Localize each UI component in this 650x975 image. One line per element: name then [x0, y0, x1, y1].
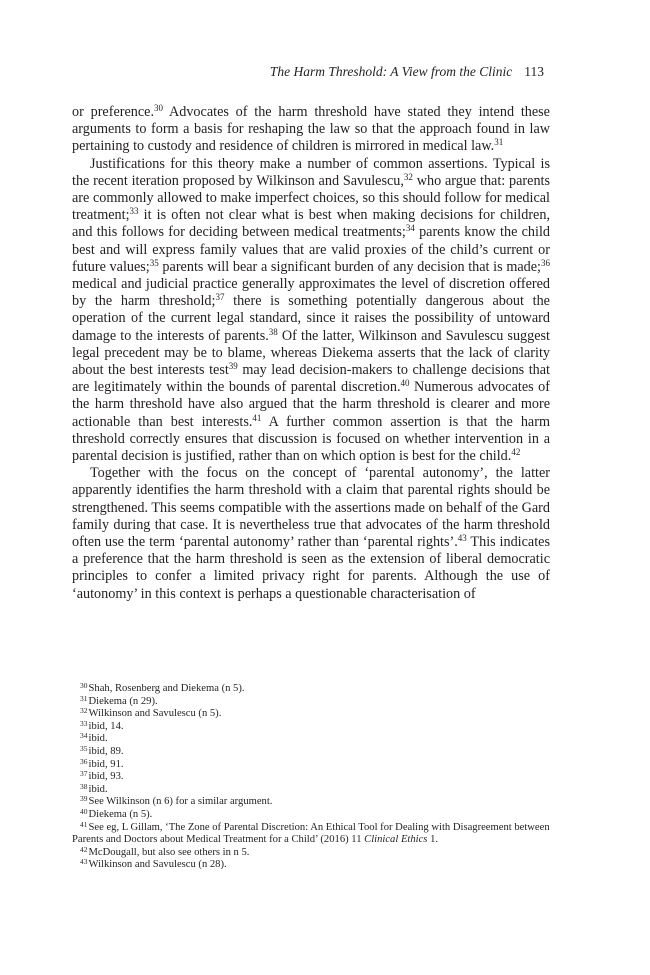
footnote-reference[interactable]: 34 [405, 223, 415, 234]
text-run: ibid, 14. [88, 720, 124, 732]
text-run: Diekema (n 5). [88, 808, 153, 820]
footnote-number: 31 [80, 693, 88, 703]
footnote [72, 743, 550, 759]
footnote-number: 38 [80, 781, 88, 791]
footnote-reference[interactable]: 38 [268, 326, 278, 337]
footnote [72, 693, 550, 709]
body-paragraph [72, 156, 550, 466]
footnote-number: 41 [80, 819, 88, 829]
text-run: A further common assertion is that the harm threshold correctly ensures that discussion is focused on whether intervention in a parental decision is justified, rather than on which option is best for the child. [72, 413, 550, 465]
page-number: 113 [524, 64, 544, 79]
text-run: 1. [427, 834, 439, 846]
text-run: Numerous advocates of the harm threshold have also argued that the harm threshold is clearer and more actionable than best interests. [72, 379, 550, 430]
text-run: See Wilkinson (n 6) for a similar argument. [88, 796, 273, 808]
body-text [72, 104, 550, 603]
text-run: Diekema (n 29). [88, 695, 158, 707]
footnote [72, 771, 550, 784]
footnote-reference[interactable]: 30 [154, 103, 163, 113]
text-run: may lead decision-makers to challenge decisions that are legitimately within the bounds of parental discretion. [72, 362, 550, 396]
text-run: Of the latter, Wilkinson and Savulescu suggest legal precedent may be to blame, whereas Diekema asserts that the lack of clarity about the best interests test [72, 327, 550, 379]
text-run: This indicates a preference that the harm threshold is seen as the extension of liberal democratic principles to confer a limited privacy right for parents. Although the use of ‘autonomy’ in this context is perhaps a questionable characterisation of [72, 534, 550, 602]
text-run: medical and judicial practice generally approximates the level of discretion offered by the harm threshold; [72, 276, 550, 310]
footnote-reference[interactable]: 41 [252, 412, 262, 423]
footnote-number: 30 [80, 681, 88, 690]
footnote-reference[interactable]: 42 [511, 447, 521, 458]
footnote-reference[interactable]: 35 [149, 257, 159, 268]
text-run: ibid, 89. [88, 745, 124, 757]
footnote-reference[interactable]: 39 [228, 361, 238, 372]
footnote [72, 733, 550, 746]
italic-text: Clinical Ethics [364, 834, 428, 846]
text-run: McDougall, but also see others in n 5. [88, 846, 250, 858]
text-run: ibid. [88, 733, 108, 745]
footnote-number: 42 [80, 844, 88, 854]
footnote-reference[interactable]: 43 [457, 533, 467, 544]
running-title: The Harm Threshold: A View from the Clinic [269, 64, 513, 79]
footnote-number: 34 [80, 731, 88, 741]
text-run: ibid, 93. [88, 771, 124, 783]
footnote-reference[interactable]: 31 [494, 137, 504, 148]
text-run: parents will bear a significant burden of any decision that is made; [158, 258, 541, 275]
footnote [72, 796, 550, 809]
footnote [72, 683, 550, 696]
text-run: Wilkinson and Savulescu (n 28). [88, 859, 227, 871]
body-paragraph [72, 104, 550, 156]
footnote-number: 39 [80, 794, 88, 804]
footnote [72, 718, 550, 734]
text-run: it is often not clear what is best when making decisions for children, and this follows for deciding between medical treatments; [72, 207, 550, 241]
text-run: there is something potentially dangerous about the operation of the current legal standard, since it raises the possibility of untoward damage to the interests of parents. [72, 293, 550, 344]
text-run: Shah, Rosenberg and Diekema (n 5). [88, 683, 245, 694]
text-run: Wilkinson and Savulescu (n 5). [88, 708, 222, 720]
footnote-number: 33 [80, 718, 88, 728]
footnote-number: 36 [80, 756, 88, 766]
footnote-reference[interactable]: 37 [215, 292, 225, 303]
footnote-number: 37 [80, 769, 88, 779]
text-run: See eg, L Gillam, ‘The Zone of Parental Discretion: An Ethical Tool for Dealing with Disagreement between Parents and Doctors about Medical Treatment for a Child’ (2016) 11 [72, 821, 550, 846]
footnote-reference[interactable]: 32 [403, 171, 413, 182]
body-paragraph [72, 465, 550, 603]
footnote [72, 859, 550, 872]
footnote-number: 32 [80, 706, 88, 716]
footnote [72, 781, 550, 797]
text-run: parents know the child best and will express family values that are valid proxies of the child’s current or future values; [72, 224, 550, 275]
text-run: ibid. [88, 783, 108, 795]
footnote [72, 806, 550, 822]
text-run: ibid, 91. [88, 758, 124, 770]
footnote [72, 819, 550, 847]
footnote-number: 35 [80, 743, 88, 753]
text-run: Advocates of the harm threshold have stated they intend these arguments to form a basis for reshaping the law so that the approach found in law pertaining to custody and residence of children is mirrored in medical law. [72, 104, 550, 155]
text-run: who argue that: parents are commonly allowed to make imperfect choices, so this should follow for medical treatment; [72, 172, 550, 224]
footnote-number: 40 [80, 806, 88, 816]
footnote-number: 43 [80, 857, 88, 867]
text-run: Together with the focus on the concept of ‘parental autonomy’, the latter apparently identifies the harm threshold with a claim that parental rights should be strengthened. This seems compatible with the assertions made on behalf of the Gard family during that case. It is nevertheless true that advocates of the harm threshold often use the term ‘parental autonomy’ rather than ‘parental rights’. [72, 465, 550, 551]
text-run: or preference. [72, 104, 154, 120]
footnote-reference[interactable]: 36 [541, 257, 550, 268]
footnotes [72, 683, 550, 872]
footnote [72, 756, 550, 772]
footnote-reference[interactable]: 40 [400, 378, 410, 389]
footnote-reference[interactable]: 33 [129, 206, 139, 217]
footnote [72, 844, 550, 860]
footnote [72, 708, 550, 721]
running-header [72, 64, 544, 80]
text-run: Justifications for this theory make a number of common assertions. Typical is the recent iteration proposed by Wilkinson and Savulescu, [72, 155, 550, 189]
